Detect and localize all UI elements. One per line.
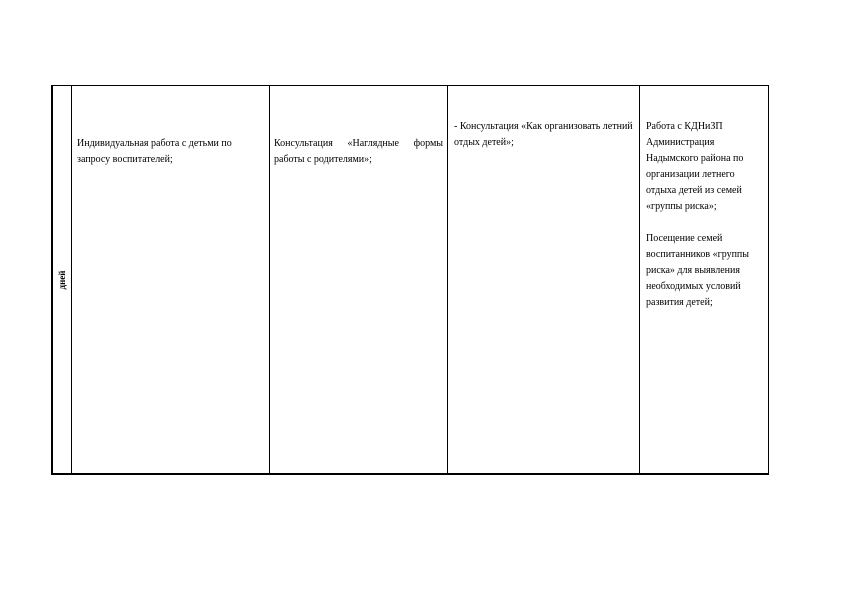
individual-work-cell (72, 86, 270, 475)
table-row (52, 86, 769, 475)
consultation-parents-cell (270, 86, 448, 475)
row-label-text: дней (57, 270, 67, 289)
consultation-parents-text: Консультация «Наглядные формы работы с родителями»; (274, 138, 443, 165)
consultation-summer-text: - Консультация «Как организовать летний отдых детей»; (454, 121, 633, 148)
family-work-paragraph-2: Посещение семей воспитанников «группы риска» для выявления необходимых условий развития детей; (646, 233, 749, 308)
paragraph-gap (646, 215, 764, 231)
family-work-paragraph-1: Работа с КДНиЗП Администрация Надымского района по организации летнего отдыха детей из семей «группы риска»; (646, 121, 744, 212)
individual-work-text: Индивидуальная работа с детьми по запросу воспитателей; (77, 138, 232, 165)
family-work-content (640, 86, 768, 315)
consultation-summer-cell (448, 86, 640, 475)
plan-table (51, 85, 769, 475)
row-label-cell (52, 86, 72, 475)
family-work-cell (640, 86, 769, 475)
